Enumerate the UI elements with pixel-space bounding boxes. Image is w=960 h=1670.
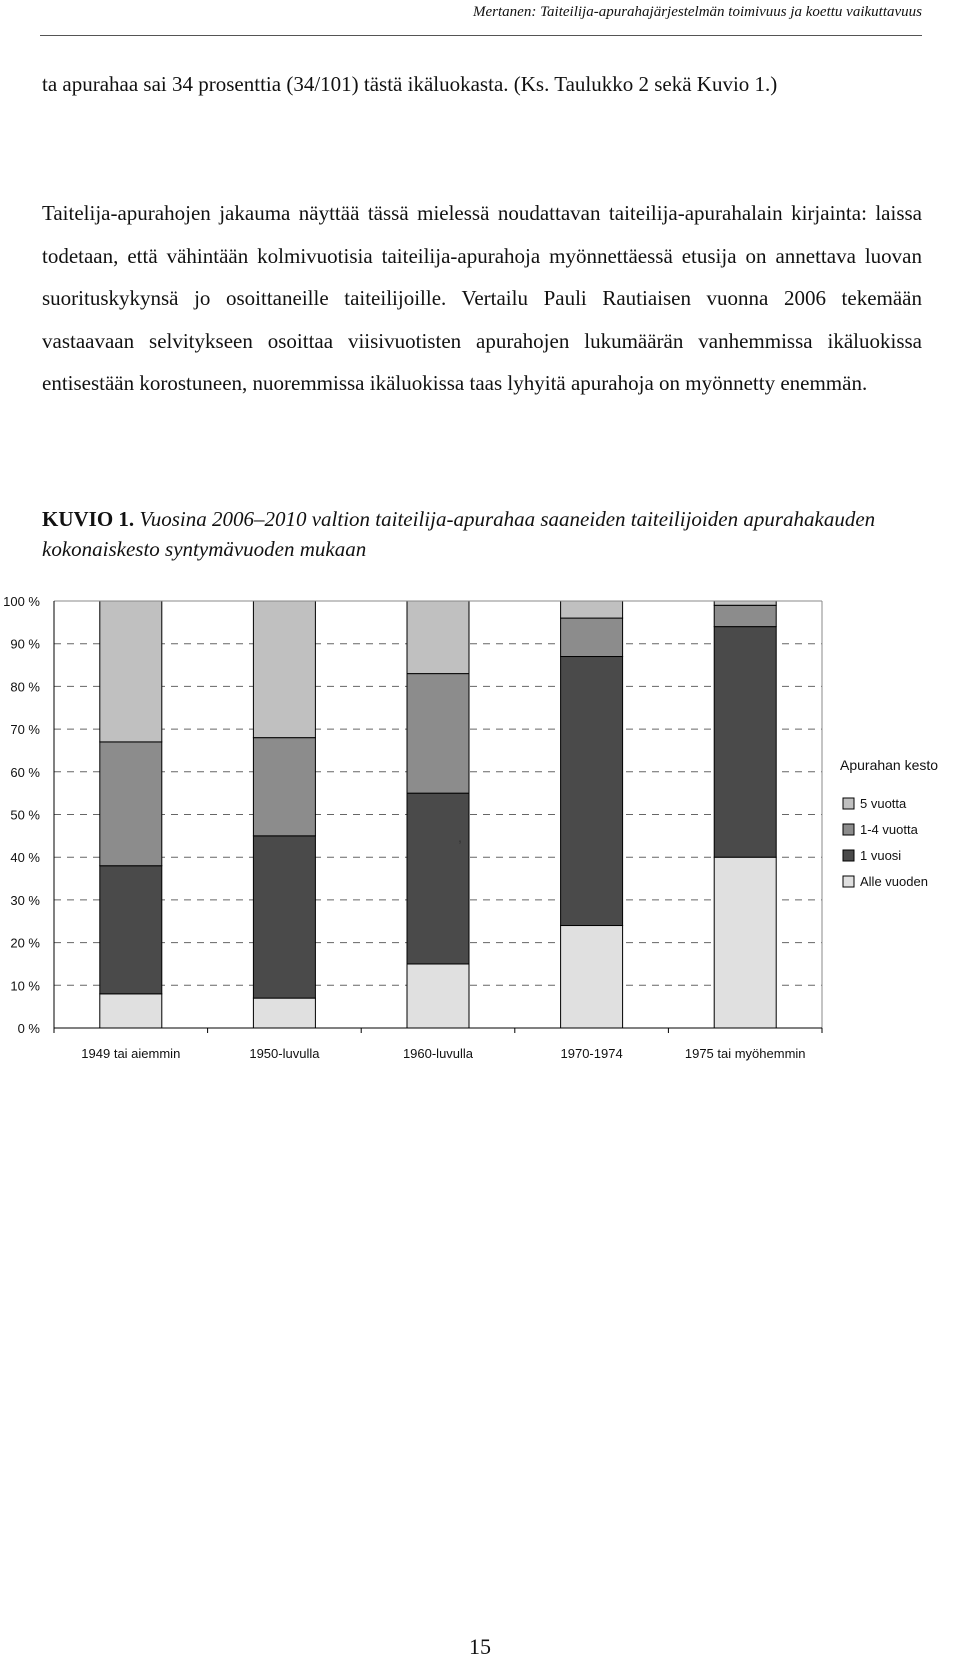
bar-segment xyxy=(561,601,623,618)
stray-comma-mark: , xyxy=(458,829,462,845)
running-header: Mertanen: Taiteilija-apurahajärjestelmän toimivuus ja koettu vaikuttavuus xyxy=(473,4,922,20)
x-tick-label: 1949 tai aiemmin xyxy=(81,1046,181,1061)
y-tick-label: 50 % xyxy=(10,807,40,823)
bar-segment xyxy=(407,793,469,964)
stacked-bar-chart xyxy=(0,580,960,1061)
bar-segment xyxy=(714,601,776,605)
bar-segment xyxy=(253,601,315,738)
bar-segment xyxy=(253,738,315,836)
x-tick-label: 1950-luvulla xyxy=(249,1046,320,1061)
legend-swatch xyxy=(843,850,854,861)
figure-title: Vuosina 2006–2010 valtion taiteilija-apurahaa saaneiden taiteilijoiden apurahakauden kokonaiskesto syntymävuoden mukaan xyxy=(42,507,876,561)
y-tick-label: 100 % xyxy=(3,594,40,609)
legend-item-label: 1 vuosi xyxy=(860,848,902,863)
page-number: 15 xyxy=(469,1634,491,1659)
x-tick-label: 1970-1974 xyxy=(560,1046,623,1061)
bar-segment xyxy=(100,866,162,994)
bar-segment xyxy=(407,964,469,1028)
bar-segment xyxy=(561,618,623,656)
legend-item-label: 1-4 vuotta xyxy=(860,822,918,837)
legend-item-label: 5 vuotta xyxy=(860,796,907,811)
y-tick-label: 80 % xyxy=(10,679,40,695)
bar-segment xyxy=(100,601,162,742)
figure-label: KUVIO 1. xyxy=(42,507,135,531)
bar-segment xyxy=(253,836,315,998)
bar-segment xyxy=(714,627,776,858)
bar-segment xyxy=(407,601,469,674)
bar-segment xyxy=(561,657,623,926)
y-tick-label: 70 % xyxy=(10,722,40,738)
x-tick-label: 1960-luvulla xyxy=(402,1046,474,1061)
paragraph-distribution: Taitelija-apurahojen jakauma näyttää tässä mielessä noudattavan taiteilija-apurahalain kirjainta: laissa todetaan, että vähintään kolmivuotisia taiteilija-apurahoja myönnettäessä etusija on annettava luovan suorituskykynsä jo osoittaneille taiteilijoille. Vertailu Pauli Rautiaisen vuonna 2006 tekemään vastaavaan selvitykseen osoittaa viisivuotisten apurahojen lukumäärän vanhemmissa ikäluokissa entisestään korostuneen, nuoremmissa ikäluokissa taas lyhyitä apurahoja on myönnetty enemmän. xyxy=(42,201,922,395)
y-tick-label: 10 % xyxy=(10,978,40,994)
y-tick-label: 0 % xyxy=(17,1021,40,1036)
y-axis-labels xyxy=(3,594,40,1036)
bar-segment xyxy=(253,998,315,1028)
chart-legend xyxy=(840,757,938,889)
bar-segment xyxy=(714,857,776,1028)
paragraph-intro: ta apurahaa sai 34 prosenttia (34/101) tästä ikäluokasta. (Ks. Taulukko 2 sekä Kuvio 1.) xyxy=(42,72,778,96)
y-tick-label: 30 % xyxy=(10,892,40,908)
bar-segment xyxy=(407,674,469,794)
bar-segment xyxy=(561,926,623,1028)
legend-swatch xyxy=(843,824,854,835)
bar-segment xyxy=(714,605,776,626)
figure-caption xyxy=(42,504,922,564)
y-tick-label: 60 % xyxy=(10,764,40,780)
legend-swatch xyxy=(843,876,854,887)
x-tick-label: 1975 tai myöhemmin xyxy=(684,1046,806,1061)
x-axis-labels xyxy=(81,1046,805,1061)
legend-swatch xyxy=(843,798,854,809)
legend-item-label: Alle vuoden xyxy=(860,874,928,889)
bar-segment xyxy=(100,742,162,866)
y-tick-label: 90 % xyxy=(10,636,40,652)
header-rule xyxy=(40,35,922,36)
legend-title: Apurahan kesto xyxy=(840,757,939,773)
y-tick-label: 20 % xyxy=(10,935,40,951)
bar-segment xyxy=(100,994,162,1028)
y-tick-label: 40 % xyxy=(10,850,40,866)
